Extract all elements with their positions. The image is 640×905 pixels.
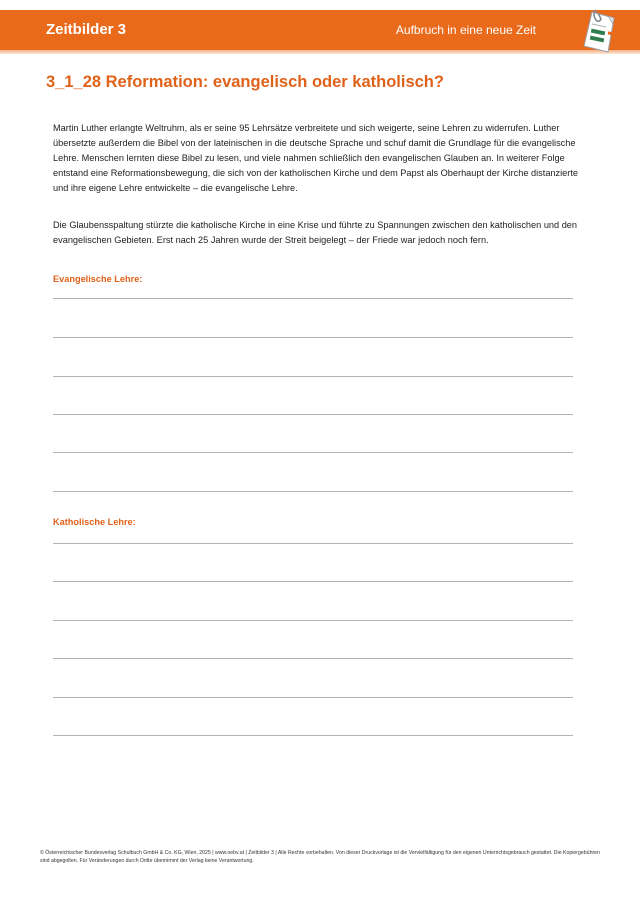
copyright-footer: © Österreichischer Bundesverlag Schulbuch GmbH & Co. KG, Wien, 2025 | www.oebv.at | Zeitbilder 3 | Alle Rechte vorbehalten. Von dieser Druckvorlage ist die Vervielfältigung für den eigenen Unterrichtsgebrauch gestattet. Die Kopiergebühren sind abgegolten. Für Veränderungen durch Dritte übernimmt der Verlag keine Verantwortung. (40, 850, 600, 864)
intro-paragraph: Martin Luther erlangte Weltruhm, als er seine 95 Lehrsätze verbreitete und sich weigerte, seine Lehren zu widerrufen. Luther übersetzte außerdem die Bibel von der lateinischen in die deutsche Sprache und schuf damit die Grundlage für die evangelische Lehre. Menschen lernten diese Bibel zu lesen, und viele nahmen schließlich den evangelischen Glauben an. In weiterer Folge entstand eine Reformationsbewegung, die sich von der katholischen Kirche und dem Papst als Oberhaupt der Kirche distanzierte und ihre eigene Lehre entwickelte – die evangelische Lehre. (53, 123, 579, 193)
section-label-katholisch: Katholische Lehre: (53, 517, 136, 527)
book-title: Zeitbilder 3 (46, 21, 127, 38)
answer-line[interactable] (53, 337, 573, 338)
section-label-evangelisch: Evangelische Lehre: (53, 274, 143, 284)
answer-line[interactable] (53, 376, 573, 377)
answer-line[interactable] (53, 620, 573, 621)
answer-line[interactable] (53, 735, 573, 736)
answer-line[interactable] (53, 491, 573, 492)
worksheet-document-icon (578, 8, 624, 56)
answer-line[interactable] (53, 697, 573, 698)
chapter-title: Aufbruch in eine neue Zeit (395, 23, 536, 37)
answer-line[interactable] (53, 414, 573, 415)
answer-line[interactable] (53, 452, 573, 453)
answer-line[interactable] (53, 298, 573, 299)
answer-line[interactable] (53, 543, 573, 544)
answer-line[interactable] (53, 581, 573, 582)
page-title: 3_1_28 Reformation: evangelisch oder katholisch? (46, 73, 444, 91)
answer-line[interactable] (53, 658, 573, 659)
intro-paragraph-2: Die Glaubensspaltung stürzte die katholische Kirche in eine Krise und führte zu Spannungen zwischen den katholischen und den evangelischen Gebieten. Erst nach 25 Jahren wurde der Streit beigelegt – der Friede war jedoch noch fern. (53, 220, 578, 245)
header-shadow (0, 50, 640, 54)
